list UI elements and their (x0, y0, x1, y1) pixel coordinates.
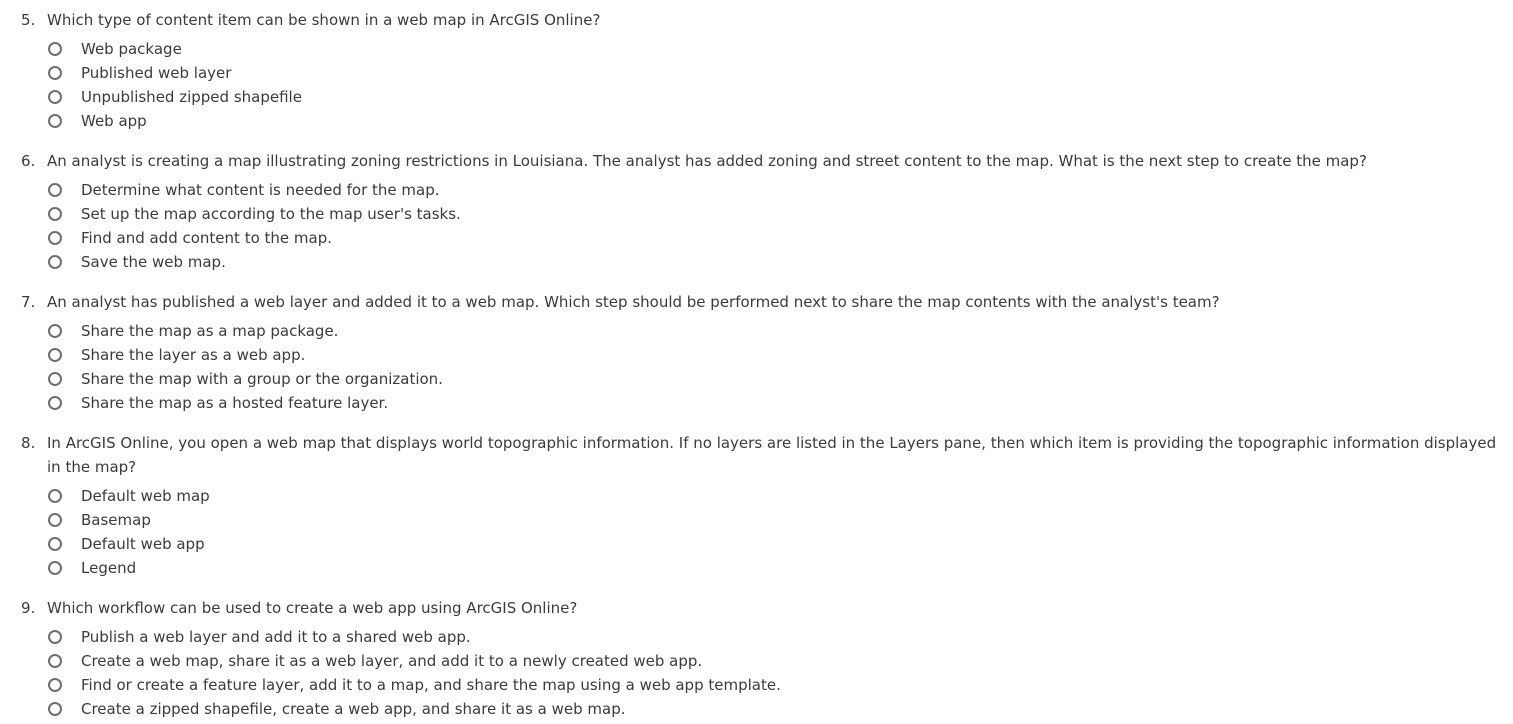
radio-button-icon[interactable] (48, 372, 62, 386)
radio-button-icon[interactable] (48, 513, 62, 527)
question-number: 8. (21, 434, 36, 452)
question-number: 5. (21, 11, 36, 29)
question-8 (0, 431, 1513, 580)
answer-options (0, 484, 1513, 580)
answer-option-label[interactable]: Web package (81, 40, 182, 58)
answer-option-label[interactable]: Share the map with a group or the organization. (81, 370, 443, 388)
radio-button-icon[interactable] (48, 630, 62, 644)
answer-option[interactable] (0, 343, 1513, 367)
answer-option[interactable] (0, 697, 1513, 721)
question-text: Which type of content item can be shown in a web map in ArcGIS Online? (47, 11, 601, 29)
answer-option-label[interactable]: Basemap (81, 511, 151, 529)
radio-button-icon[interactable] (48, 561, 62, 575)
answer-option-label[interactable]: Set up the map according to the map user's tasks. (81, 205, 461, 223)
answer-option[interactable] (0, 391, 1513, 415)
answer-option[interactable] (0, 484, 1513, 508)
answer-option[interactable] (0, 673, 1513, 697)
question-header (0, 596, 1513, 620)
question-text: In ArcGIS Online, you open a web map that displays world topographic information. If no layers are listed in the Layers pane, then which item is providing the topographic information displayed in the map? (47, 434, 1497, 476)
radio-button-icon[interactable] (48, 42, 62, 56)
answer-option-label[interactable]: Publish a web layer and add it to a shared web app. (81, 628, 471, 646)
answer-options (0, 37, 1513, 133)
answer-option-label[interactable]: Unpublished zipped shapefile (81, 88, 302, 106)
question-7 (0, 290, 1513, 415)
answer-option-label[interactable]: Find or create a feature layer, add it to a map, and share the map using a web app template. (81, 676, 781, 694)
radio-button-icon[interactable] (48, 489, 62, 503)
answer-option-label[interactable]: Share the layer as a web app. (81, 346, 306, 364)
answer-option[interactable] (0, 202, 1513, 226)
answer-option[interactable] (0, 625, 1513, 649)
answer-option[interactable] (0, 556, 1513, 580)
answer-option-label[interactable]: Published web layer (81, 64, 232, 82)
question-text: Which workflow can be used to create a web app using ArcGIS Online? (47, 599, 578, 617)
answer-option-label[interactable]: Find and add content to the map. (81, 229, 332, 247)
answer-option-label[interactable]: Determine what content is needed for the map. (81, 181, 440, 199)
answer-option[interactable] (0, 178, 1513, 202)
radio-button-icon[interactable] (48, 702, 62, 716)
answer-option[interactable] (0, 37, 1513, 61)
answer-option-label[interactable]: Default web app (81, 535, 205, 553)
radio-button-icon[interactable] (48, 183, 62, 197)
question-header (0, 290, 1513, 314)
answer-option[interactable] (0, 250, 1513, 274)
radio-button-icon[interactable] (48, 324, 62, 338)
question-number: 9. (21, 599, 36, 617)
answer-options (0, 625, 1513, 721)
answer-option[interactable] (0, 61, 1513, 85)
radio-button-icon[interactable] (48, 66, 62, 80)
question-header (0, 431, 1513, 479)
radio-button-icon[interactable] (48, 537, 62, 551)
answer-option[interactable] (0, 226, 1513, 250)
answer-option-label[interactable]: Create a web map, share it as a web layer, and add it to a newly created web app. (81, 652, 703, 670)
radio-button-icon[interactable] (48, 348, 62, 362)
answer-option-label[interactable]: Create a zipped shapefile, create a web app, and share it as a web map. (81, 700, 626, 718)
answer-option[interactable] (0, 85, 1513, 109)
radio-button-icon[interactable] (48, 255, 62, 269)
question-9 (0, 596, 1513, 721)
radio-button-icon[interactable] (48, 231, 62, 245)
question-number: 7. (21, 293, 36, 311)
answer-option-label[interactable]: Share the map as a map package. (81, 322, 339, 340)
answer-option[interactable] (0, 532, 1513, 556)
answer-option-label[interactable]: Web app (81, 112, 147, 130)
question-header (0, 149, 1513, 173)
radio-button-icon[interactable] (48, 396, 62, 410)
answer-option-label[interactable]: Share the map as a hosted feature layer. (81, 394, 389, 412)
answer-option-label[interactable]: Save the web map. (81, 253, 226, 271)
radio-button-icon[interactable] (48, 90, 62, 104)
answer-option-label[interactable]: Legend (81, 559, 137, 577)
answer-option[interactable] (0, 367, 1513, 391)
answer-option[interactable] (0, 508, 1513, 532)
question-text: An analyst is creating a map illustrating zoning restrictions in Louisiana. The analyst has added zoning and street content to the map. What is the next step to create the map? (47, 152, 1367, 170)
question-6 (0, 149, 1513, 274)
answer-option[interactable] (0, 109, 1513, 133)
answer-options (0, 178, 1513, 274)
radio-button-icon[interactable] (48, 114, 62, 128)
question-5 (0, 8, 1513, 133)
radio-button-icon[interactable] (48, 678, 62, 692)
question-number: 6. (21, 152, 36, 170)
question-header (0, 8, 1513, 32)
radio-button-icon[interactable] (48, 207, 62, 221)
radio-button-icon[interactable] (48, 654, 62, 668)
answer-option[interactable] (0, 649, 1513, 673)
answer-options (0, 319, 1513, 415)
answer-option[interactable] (0, 319, 1513, 343)
answer-option-label[interactable]: Default web map (81, 487, 210, 505)
question-text: An analyst has published a web layer and added it to a web map. Which step should be performed next to share the map contents with the analyst's team? (47, 293, 1220, 311)
